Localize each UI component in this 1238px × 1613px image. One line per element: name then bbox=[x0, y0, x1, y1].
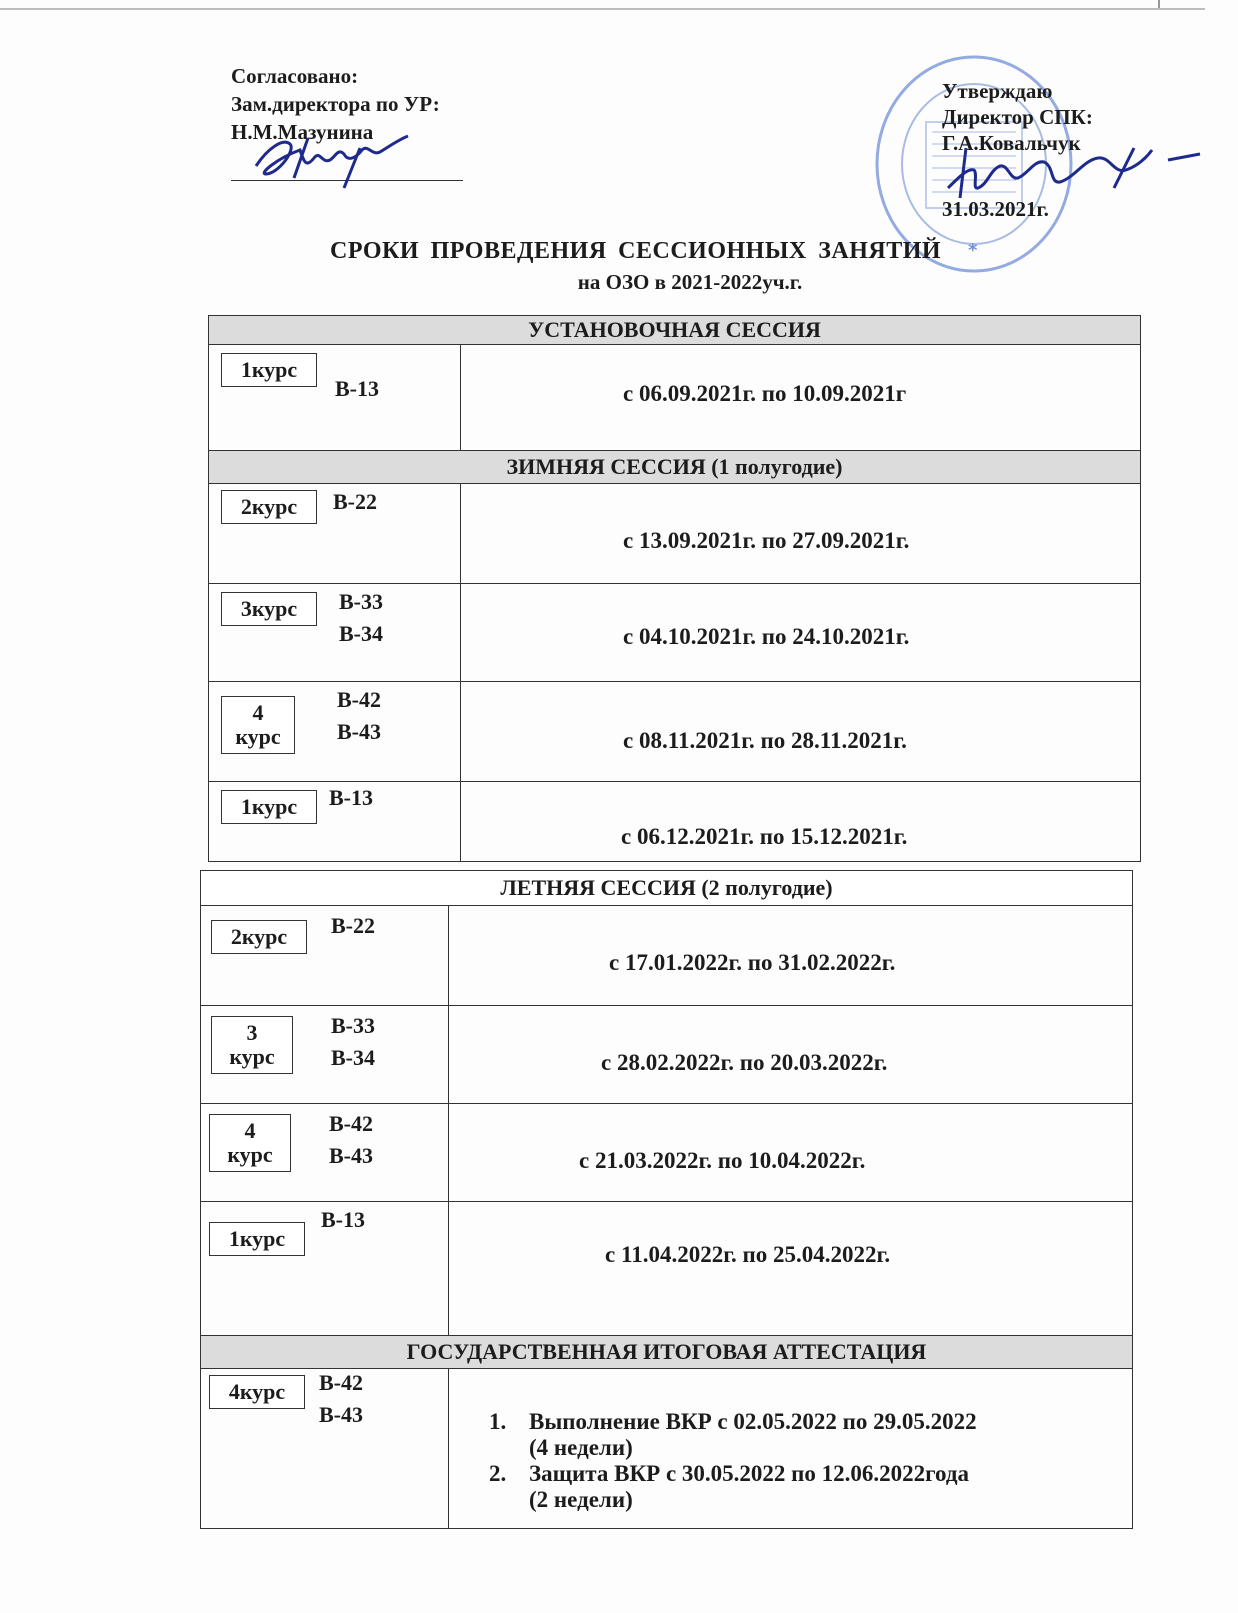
session-dates: с 28.02.2022г. по 20.03.2022г. bbox=[601, 1050, 888, 1075]
approved-label: Утверждаю bbox=[942, 79, 1053, 103]
course-cell bbox=[201, 1104, 449, 1202]
group-code: В-34 bbox=[339, 621, 383, 646]
gia-item-number: 1. bbox=[489, 1409, 507, 1434]
group-list bbox=[331, 1010, 375, 1074]
course-cell bbox=[201, 1006, 449, 1104]
gia-item-note: (4 недели) bbox=[529, 1435, 633, 1460]
approved-date: 31.03.2021г. bbox=[942, 197, 1049, 221]
dates-cell bbox=[461, 345, 1141, 451]
schedule-table-2 bbox=[200, 870, 1133, 1529]
section-heading-row bbox=[209, 451, 1141, 484]
signature-right bbox=[938, 140, 1208, 210]
approved-name: Г.А.Ковальчук bbox=[942, 131, 1081, 155]
table-row bbox=[209, 484, 1141, 584]
group-code: В-42 bbox=[319, 1370, 363, 1395]
group-list bbox=[329, 1108, 373, 1172]
group-code: В-34 bbox=[331, 1045, 375, 1070]
agreed-position: Зам.директора по УР: bbox=[231, 92, 440, 116]
approved-position: Директор СПК: bbox=[942, 105, 1093, 129]
group-code: В-13 bbox=[321, 1207, 365, 1232]
gia-item bbox=[489, 1461, 977, 1513]
section-heading: ГОСУДАРСТВЕННАЯ ИТОГОВАЯ АТТЕСТАЦИЯ bbox=[201, 1336, 1133, 1369]
group-code: В-43 bbox=[329, 1143, 373, 1168]
session-dates: с 21.03.2022г. по 10.04.2022г. bbox=[579, 1148, 866, 1173]
table-row bbox=[209, 584, 1141, 682]
course-box: 4курс bbox=[209, 1375, 305, 1409]
course-cell bbox=[209, 484, 461, 584]
gia-item-text: Защита ВКР с 30.05.2022 по 12.06.2022года bbox=[529, 1461, 970, 1486]
session-dates: с 13.09.2021г. по 27.09.2021г. bbox=[623, 528, 910, 553]
group-list bbox=[333, 486, 377, 518]
dates-cell bbox=[449, 1202, 1133, 1336]
course-box: 4 курс bbox=[221, 696, 295, 754]
section-heading-row bbox=[201, 871, 1133, 906]
table-row bbox=[201, 906, 1133, 1006]
scan-top-line bbox=[0, 8, 1205, 10]
group-code: В-13 bbox=[335, 376, 379, 401]
group-code: В-42 bbox=[329, 1111, 373, 1136]
section-heading-row bbox=[209, 316, 1141, 345]
group-code: В-22 bbox=[333, 489, 377, 514]
group-list bbox=[337, 684, 381, 748]
course-cell bbox=[201, 1202, 449, 1336]
group-code: В-22 bbox=[331, 913, 375, 938]
course-cell bbox=[209, 682, 461, 782]
course-box: 2курс bbox=[221, 490, 317, 524]
course-box: 1курс bbox=[209, 1222, 305, 1256]
group-code: В-42 bbox=[337, 687, 381, 712]
gia-item-note: (2 недели) bbox=[529, 1487, 633, 1512]
group-code: В-33 bbox=[339, 589, 383, 614]
agreed-name: Н.М.Мазунина bbox=[231, 120, 374, 144]
scan-edge-mark bbox=[1158, 0, 1160, 8]
dates-cell bbox=[461, 782, 1141, 862]
gia-item-text: Выполнение ВКР с 02.05.2022 по 29.05.2022 bbox=[529, 1409, 977, 1434]
session-dates: с 04.10.2021г. по 24.10.2021г. bbox=[623, 624, 910, 649]
schedule-table-1 bbox=[208, 315, 1141, 862]
session-dates: с 17.01.2022г. по 31.02.2022г. bbox=[609, 950, 896, 975]
group-list bbox=[319, 1367, 363, 1431]
course-box: 3 курс bbox=[211, 1016, 293, 1074]
gia-list bbox=[489, 1409, 977, 1513]
group-list bbox=[331, 910, 375, 942]
session-dates: с 08.11.2021г. по 28.11.2021г. bbox=[623, 728, 907, 753]
course-cell bbox=[209, 782, 461, 862]
table-row bbox=[209, 682, 1141, 782]
course-box: 1курс bbox=[221, 790, 317, 824]
signature-left bbox=[248, 128, 418, 190]
session-dates: с 06.09.2021г. по 10.09.2021г bbox=[623, 381, 907, 406]
document-subtitle: на ОЗО в 2021-2022уч.г. bbox=[577, 270, 803, 294]
session-dates: с 11.04.2022г. по 25.04.2022г. bbox=[605, 1242, 891, 1267]
section-heading: УСТАНОВОЧНАЯ СЕССИЯ bbox=[209, 316, 1141, 345]
gia-cell bbox=[449, 1369, 1133, 1529]
section-heading-row bbox=[201, 1336, 1133, 1369]
table-row bbox=[201, 1202, 1133, 1336]
table-row bbox=[209, 782, 1141, 862]
gia-item-number: 2. bbox=[489, 1461, 507, 1486]
group-code: В-13 bbox=[329, 785, 373, 810]
table-row bbox=[201, 1006, 1133, 1104]
dates-cell bbox=[449, 906, 1133, 1006]
dates-cell bbox=[449, 1104, 1133, 1202]
group-code: В-43 bbox=[337, 719, 381, 744]
course-box: 4 курс bbox=[209, 1114, 291, 1172]
group-list bbox=[321, 1204, 365, 1236]
group-code: В-43 bbox=[319, 1402, 363, 1427]
course-cell bbox=[201, 1369, 449, 1529]
group-list bbox=[339, 586, 383, 650]
table-row bbox=[201, 1369, 1133, 1529]
table-row bbox=[201, 1104, 1133, 1202]
section-heading: ЛЕТНЯЯ СЕССИЯ (2 полугодие) bbox=[201, 871, 1133, 906]
group-list bbox=[335, 373, 379, 405]
course-box: 2курс bbox=[211, 920, 307, 954]
course-box: 1курс bbox=[221, 353, 317, 387]
gia-item bbox=[489, 1409, 977, 1461]
course-cell bbox=[209, 584, 461, 682]
document-title: СРОКИ ПРОВЕДЕНИЯ СЕССИОННЫХ ЗАНЯТИЙ bbox=[330, 238, 942, 264]
group-list bbox=[329, 782, 373, 814]
dates-cell bbox=[461, 682, 1141, 782]
course-cell bbox=[201, 906, 449, 1006]
svg-text:*: * bbox=[968, 240, 978, 261]
group-code: В-33 bbox=[331, 1013, 375, 1038]
dates-cell bbox=[449, 1006, 1133, 1104]
dates-cell bbox=[461, 484, 1141, 584]
course-box: 3курс bbox=[221, 592, 317, 626]
table-row bbox=[209, 345, 1141, 451]
section-heading: ЗИМНЯЯ СЕССИЯ (1 полугодие) bbox=[209, 451, 1141, 484]
dates-cell bbox=[461, 584, 1141, 682]
session-dates: с 06.12.2021г. по 15.12.2021г. bbox=[621, 824, 908, 849]
course-cell bbox=[209, 345, 461, 451]
agreed-label: Согласовано: bbox=[231, 64, 359, 88]
